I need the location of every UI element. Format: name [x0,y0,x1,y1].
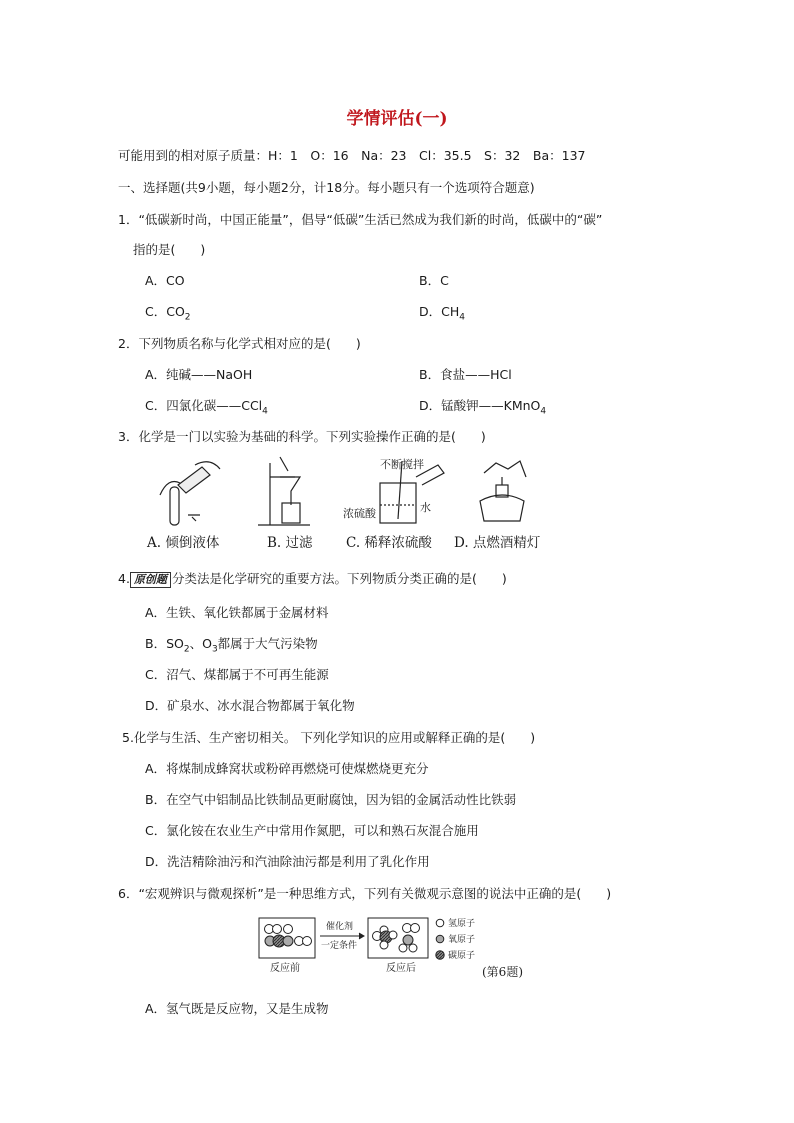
q3-label-d: D. 点燃酒精灯 [454,535,541,551]
q6-option-a: A．氢气既是反应物，又是生成物 [145,1001,329,1016]
pouring-liquid-illustration [160,462,220,525]
q4-option-a: A．生铁、氧化铁都属于金属材料 [145,605,329,620]
q3-label-c: C. 稀释浓硫酸 [346,535,432,551]
label-stir: 不断搅拌 [380,458,424,471]
q3-label-a: A. 倾倒液体 [147,535,220,551]
q1-option-b: B．C [419,273,449,288]
label-water: 水 [420,501,431,514]
q4-option-c: C．沼气、煤都属于不可再生能源 [145,667,329,682]
condition-catalyst: 催化剂 [326,922,354,932]
q5-stem: 5.化学与生活、生产密切相关。 下列化学知识的应用或解释正确的是( ) [122,730,536,745]
q5-option-d: D．洗洁精除油污和汽油除油污都是利用了乳化作用 [145,854,430,869]
legend-oxygen: 氧原子 [448,935,476,945]
q3-stem: 3．化学是一门以实验为基础的科学。下列实验操作正确的是( ) [118,429,486,444]
q3-label-b: B. 过滤 [267,535,313,551]
page-title: 学情评估(一) [346,109,448,129]
q5-option-c: C．氯化铵在农业生产中常用作氮肥，可以和熟石灰混合施用 [145,823,479,838]
q3-experiment-figure [140,455,560,530]
condition-certain: 一定条件 [321,941,358,951]
q6-stem: 6．“宏观辨识与微观探析”是一种思维方式，下列有关微观示意图的说法中正确的是( ) [118,886,612,901]
atomic-mass-note: 可能用到的相对原子质量：H：1 O：16 Na：23 Cl：35.5 S：32 Ba：137 [118,148,586,163]
q5-option-a: A．将煤制成蜂窝状或粉碎再燃烧可使煤燃烧更充分 [145,761,429,776]
q1-stem-line1: 1．“低碳新时尚，中国正能量”，倡导“低碳”生活已然成为我们新的时尚，低碳中的“碳” [118,212,603,227]
original-question-stamp: 原创题 [130,572,171,588]
q2-option-a: A．纯碱——NaOH [145,367,253,382]
legend-carbon: 碳原子 [448,951,476,961]
section-heading: 一、选择题(共9小题，每小题2分，计18分。每小题只有一个选项符合题意) [118,180,535,195]
q4-stem: 4. 原创题 分类法是化学研究的重要方法。下列物质分类正确的是( ) [118,571,507,586]
alcohol-lamp-illustration [480,461,526,521]
q4-option-b: B．$SO_2$、$O_3$都属于大气污染物 [145,636,318,655]
q1-option-c: C．$CO_2$ [145,304,191,323]
q1-option-d: D．$CH_4$ [419,304,465,323]
q2-option-b: B．食盐——HCl [419,367,512,382]
q6-microscopic-diagram [256,914,546,980]
q2-stem: 2．下列物质名称与化学式相对应的是( ) [118,336,361,351]
label-before: 反应前 [270,963,300,974]
q1-option-a: A．CO [145,273,185,288]
legend-hydrogen: 氢原子 [448,919,476,929]
filtration-illustration [258,457,310,525]
q2-option-d: D．锰酸钾——KMnO$_4$ [419,398,547,417]
figure-caption: (第6题) [482,965,523,979]
q5-option-b: B．在空气中铝制品比铁制品更耐腐蚀，因为铝的金属活动性比铁弱 [145,792,517,807]
q4-option-d: D．矿泉水、冰水混合物都属于氧化物 [145,698,355,713]
label-conc-acid: 浓硫酸 [343,507,376,520]
q1-stem-line2: 指的是( ) [133,242,206,257]
label-after: 反应后 [386,963,416,974]
q2-option-c: C．四氯化碳——CCl$_4$ [145,398,268,417]
